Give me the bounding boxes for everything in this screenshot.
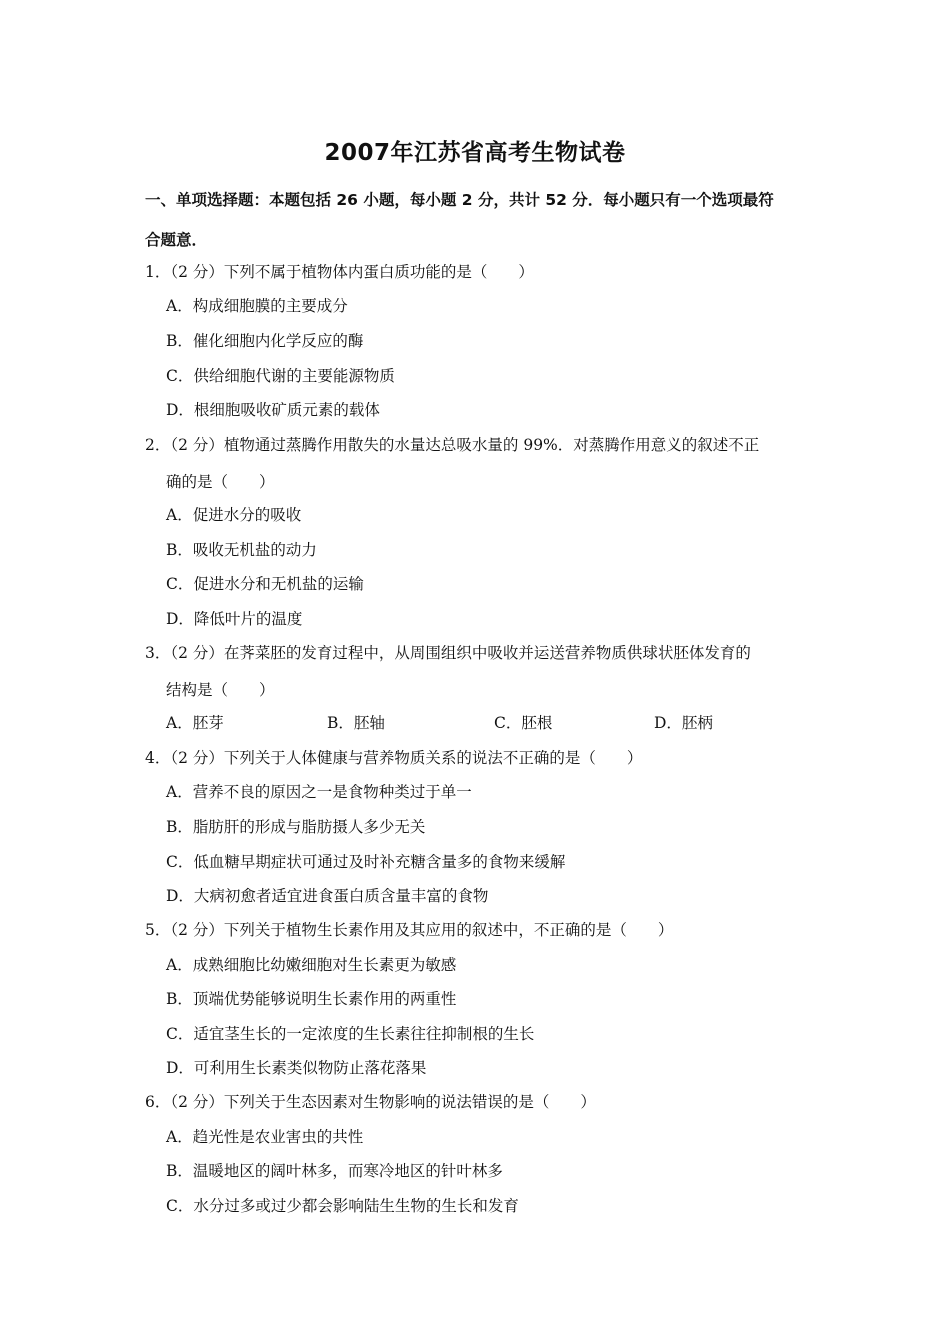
question-3-option-c: C．胚根 — [494, 714, 553, 732]
question-4-option-a: A．营养不良的原因之一是食物种类过于单一 — [166, 783, 472, 801]
question-5-stem: 5．（2 分）下列关于植物生长素作用及其应用的叙述中，不正确的是（ ） — [145, 921, 674, 939]
question-4-option-b: B．脂肪肝的形成与脂肪摄人多少无关 — [166, 818, 426, 836]
question-3-option-a: A．胚芽 — [166, 714, 224, 732]
section-instructions-line-2: 合题意． — [145, 231, 208, 249]
question-3-option-d: D．胚柄 — [654, 714, 713, 732]
question-5-option-a: A．成熟细胞比幼嫩细胞对生长素更为敏感 — [166, 956, 457, 974]
question-1-option-a: A．构成细胞膜的主要成分 — [166, 297, 348, 315]
question-5-option-c: C．适宜茎生长的一定浓度的生长素往往抑制根的生长 — [166, 1025, 535, 1043]
question-6-option-b: B．温暖地区的阔叶林多，而寒冷地区的针叶林多 — [166, 1162, 503, 1180]
question-3-stem: 3．（2 分）在荠菜胚的发育过程中，从周围组织中吸收并运送营养物质供球状胚体发育的 — [145, 644, 751, 662]
question-6-option-c: C．水分过多或过少都会影响陆生生物的生长和发育 — [166, 1197, 519, 1215]
question-1-option-d: D．根细胞吸收矿质元素的载体 — [166, 401, 380, 419]
question-2-option-b: B．吸收无机盐的动力 — [166, 541, 317, 559]
question-1-stem: 1．（2 分）下列不属于植物体内蛋白质功能的是（ ） — [145, 263, 534, 281]
question-6-option-a: A．趋光性是农业害虫的共性 — [166, 1128, 364, 1146]
question-1-option-c: C．供给细胞代谢的主要能源物质 — [166, 367, 395, 385]
question-2-stem: 2．（2 分）植物通过蒸腾作用散失的水量达总吸水量的 99%．对蒸腾作用意义的叙述不正 — [145, 436, 760, 454]
question-1-option-b: B．催化细胞内化学反应的酶 — [166, 332, 364, 350]
section-instructions-line-1: 一、单项选择题：本题包括 26 小题，每小题 2 分，共计 52 分．每小题只有一个选项最符 — [145, 191, 774, 209]
question-5-option-d: D．可利用生长素类似物防止落花落果 — [166, 1059, 427, 1077]
question-4-option-d: D．大病初愈者适宜进食蛋白质含量丰富的食物 — [166, 887, 489, 905]
question-2-option-a: A．促进水分的吸收 — [166, 506, 302, 524]
question-6-stem: 6．（2 分）下列关于生态因素对生物影响的说法错误的是（ ） — [145, 1093, 596, 1111]
page-title: 2007年江苏省高考生物试卷 — [324, 140, 626, 166]
question-4-option-c: C．低血糖早期症状可通过及时补充糖含量多的食物来缓解 — [166, 853, 566, 871]
question-2-stem-continued: 确的是（ ） — [166, 473, 275, 491]
question-3-option-b: B．胚轴 — [327, 714, 385, 732]
question-3-stem-continued: 结构是（ ） — [166, 681, 275, 699]
question-2-option-d: D．降低叶片的温度 — [166, 610, 303, 628]
question-2-option-c: C．促进水分和无机盐的运输 — [166, 575, 364, 593]
question-4-stem: 4．（2 分）下列关于人体健康与营养物质关系的说法不正确的是（ ） — [145, 749, 643, 767]
question-5-option-b: B．顶端优势能够说明生长素作用的两重性 — [166, 990, 457, 1008]
